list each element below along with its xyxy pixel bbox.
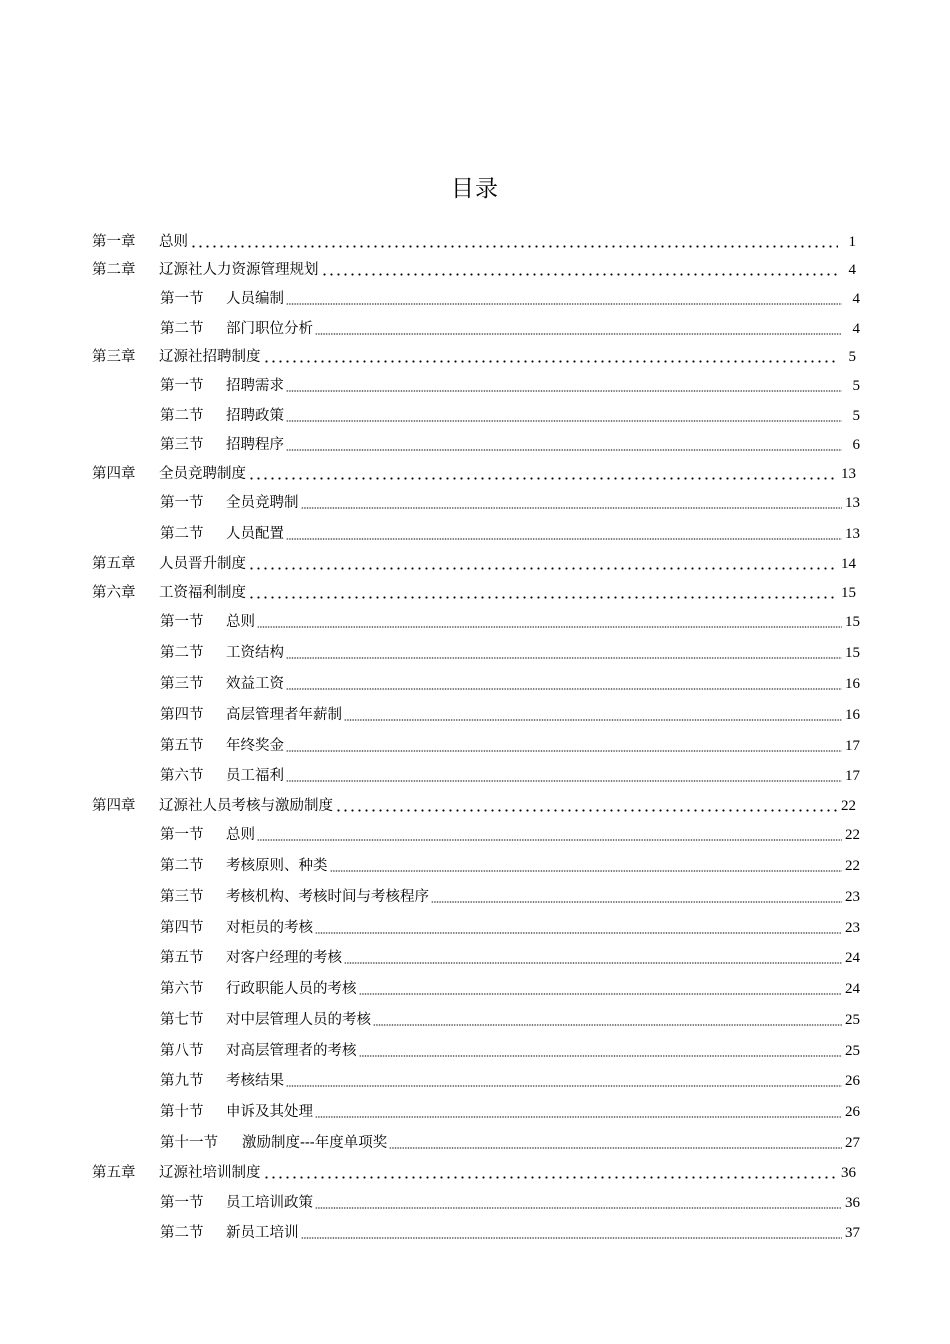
toc-entry-number: 第一节 xyxy=(160,495,204,511)
toc-entry-title: 工资结构 xyxy=(226,645,284,661)
dot-leader xyxy=(286,647,842,659)
toc-entry-title: 辽源社人员考核与激励制度 xyxy=(159,798,333,814)
toc-entry-number: 第一节 xyxy=(160,291,204,307)
toc-section-entry[interactable] xyxy=(160,318,860,340)
toc-entry-page-number: 22 xyxy=(841,798,856,814)
toc-entry-page-number: 22 xyxy=(845,858,860,874)
toc-entry-page-number: 4 xyxy=(852,291,860,307)
toc-entry-title: 辽源社人力资源管理规划 xyxy=(159,262,319,278)
toc-entry-page-number: 26 xyxy=(845,1073,860,1089)
toc-entry-page-number: 5 xyxy=(848,349,856,365)
dot-leader xyxy=(286,528,842,540)
toc-entry-page-number: 16 xyxy=(845,676,860,692)
dot-leader xyxy=(257,829,842,841)
dot-leader xyxy=(301,497,843,509)
toc-entry-title: 员工培训政策 xyxy=(226,1195,313,1211)
dot-leader xyxy=(359,1045,843,1057)
toc-entry-title: 工资福利制度 xyxy=(159,585,246,601)
toc-section-entry[interactable] xyxy=(160,947,860,969)
toc-entry-page-number: 24 xyxy=(845,950,860,966)
toc-entry-page-number: 36 xyxy=(845,1195,860,1211)
dot-leader xyxy=(248,587,838,599)
toc-entry-page-number: 13 xyxy=(841,466,856,482)
toc-entry-number: 第七节 xyxy=(160,1012,204,1028)
dot-leader xyxy=(286,380,842,392)
toc-entry-page-number: 26 xyxy=(845,1104,860,1120)
dot-leader xyxy=(315,1197,842,1209)
toc-entry-title: 对中层管理人员的考核 xyxy=(226,1012,371,1028)
dot-leader xyxy=(431,891,842,903)
toc-entry-title: 考核机构、考核时间与考核程序 xyxy=(226,889,429,905)
toc-chapter-entry[interactable] xyxy=(92,582,856,604)
dot-leader xyxy=(389,1137,842,1149)
toc-entry-number: 第十节 xyxy=(160,1104,204,1120)
toc-entry-title: 对柜员的考核 xyxy=(226,920,313,936)
dot-leader xyxy=(286,439,842,451)
toc-section-entry[interactable] xyxy=(160,492,860,514)
toc-entry-page-number: 6 xyxy=(852,437,860,453)
dot-leader xyxy=(286,293,842,305)
toc-entry-page-number: 24 xyxy=(845,981,860,997)
toc-section-entry[interactable] xyxy=(160,824,860,846)
toc-entry-title: 效益工资 xyxy=(226,676,284,692)
toc-entry-number: 第五节 xyxy=(160,738,204,754)
toc-section-entry[interactable] xyxy=(160,405,860,427)
toc-entry-title: 考核原则、种类 xyxy=(226,858,328,874)
toc-entry-page-number: 5 xyxy=(852,378,860,394)
toc-section-entry[interactable] xyxy=(160,611,860,633)
page-title: 目录 xyxy=(451,176,499,202)
toc-section-entry[interactable] xyxy=(160,1222,860,1244)
toc-entry-number: 第三节 xyxy=(160,437,204,453)
toc-section-entry[interactable] xyxy=(160,642,860,664)
toc-entry-title: 员工福利 xyxy=(226,768,284,784)
toc-entry-title: 招聘程序 xyxy=(226,437,284,453)
toc-entry-title: 年终奖金 xyxy=(226,738,284,754)
toc-entry-number: 第一节 xyxy=(160,1195,204,1211)
toc-entry-number: 第一节 xyxy=(160,378,204,394)
dot-leader xyxy=(286,740,842,752)
toc-entry-page-number: 5 xyxy=(852,408,860,424)
toc-entry-title: 全员竞聘制 xyxy=(226,495,299,511)
toc-section-entry[interactable] xyxy=(160,1040,860,1062)
toc-section-entry[interactable] xyxy=(160,978,860,1000)
toc-section-entry[interactable] xyxy=(160,1132,860,1154)
toc-section-entry[interactable] xyxy=(160,1009,860,1031)
toc-entry-title: 考核结果 xyxy=(226,1073,284,1089)
toc-section-entry[interactable] xyxy=(160,704,860,726)
toc-entry-number: 第五章 xyxy=(92,556,136,572)
dot-leader xyxy=(286,410,842,422)
toc-entry-title: 激励制度---年度单项奖 xyxy=(242,1135,388,1151)
dot-leader xyxy=(315,1106,842,1118)
toc-section-entry[interactable] xyxy=(160,523,860,545)
toc-chapter-entry[interactable] xyxy=(92,259,856,281)
toc-entry-title: 对高层管理者的考核 xyxy=(226,1043,357,1059)
toc-entry-number: 第十一节 xyxy=(160,1135,218,1151)
toc-entry-number: 第三节 xyxy=(160,676,204,692)
dot-leader xyxy=(315,922,842,934)
toc-section-entry[interactable] xyxy=(160,434,860,456)
toc-entry-number: 第六章 xyxy=(92,585,136,601)
toc-entry-number: 第一节 xyxy=(160,827,204,843)
toc-section-entry[interactable] xyxy=(160,1101,860,1123)
toc-entry-number: 第二节 xyxy=(160,526,204,542)
toc-entry-page-number: 13 xyxy=(845,495,860,511)
toc-chapter-entry[interactable] xyxy=(92,463,856,485)
toc-entry-page-number: 15 xyxy=(845,645,860,661)
dot-leader xyxy=(344,709,842,721)
dot-leader xyxy=(257,616,842,628)
dot-leader xyxy=(190,236,838,248)
toc-entry-number: 第一章 xyxy=(92,234,136,250)
toc-entry-number: 第三节 xyxy=(160,889,204,905)
toc-entry-number: 第四章 xyxy=(92,798,136,814)
dot-leader xyxy=(359,983,843,995)
toc-entry-page-number: 17 xyxy=(845,768,860,784)
toc-entry-title: 高层管理者年薪制 xyxy=(226,707,342,723)
toc-entry-number: 第二节 xyxy=(160,408,204,424)
toc-entry-title: 招聘政策 xyxy=(226,408,284,424)
toc-entry-number: 第二章 xyxy=(92,262,136,278)
toc-entry-number: 第五章 xyxy=(92,1165,136,1181)
toc-entry-title: 对客户经理的考核 xyxy=(226,950,342,966)
toc-entry-number: 第四节 xyxy=(160,707,204,723)
dot-leader xyxy=(248,558,838,570)
toc-chapter-entry[interactable] xyxy=(92,346,856,368)
toc-entry-title: 部门职位分析 xyxy=(226,321,313,337)
toc-chapter-entry[interactable] xyxy=(92,553,856,575)
toc-entry-page-number: 27 xyxy=(845,1135,860,1151)
dot-leader xyxy=(248,468,838,480)
toc-entry-title: 总则 xyxy=(226,827,255,843)
toc-section-entry[interactable] xyxy=(160,855,860,877)
toc-entry-page-number: 17 xyxy=(845,738,860,754)
toc-entry-title: 人员编制 xyxy=(226,291,284,307)
toc-entry-page-number: 1 xyxy=(848,234,856,250)
dot-leader xyxy=(321,264,839,276)
toc-section-entry[interactable] xyxy=(160,735,860,757)
dot-leader xyxy=(330,860,843,872)
toc-section-entry[interactable] xyxy=(160,886,860,908)
toc-entry-number: 第四节 xyxy=(160,920,204,936)
toc-entry-page-number: 15 xyxy=(845,614,860,630)
dot-leader xyxy=(263,351,839,363)
toc-section-entry[interactable] xyxy=(160,375,860,397)
toc-entry-page-number: 4 xyxy=(852,321,860,337)
toc-entry-title: 辽源社招聘制度 xyxy=(159,349,261,365)
toc-entry-title: 人员配置 xyxy=(226,526,284,542)
toc-entry-title: 总则 xyxy=(159,234,188,250)
toc-entry-page-number: 25 xyxy=(845,1012,860,1028)
toc-entry-title: 行政职能人员的考核 xyxy=(226,981,357,997)
dot-leader xyxy=(286,770,842,782)
dot-leader xyxy=(286,1075,842,1087)
toc-entry-page-number: 4 xyxy=(848,262,856,278)
dot-leader xyxy=(335,800,838,812)
toc-section-entry[interactable] xyxy=(160,673,860,695)
toc-section-entry[interactable] xyxy=(160,765,860,787)
toc-entry-title: 新员工培训 xyxy=(226,1225,299,1241)
toc-chapter-entry[interactable] xyxy=(92,231,856,253)
dot-leader xyxy=(301,1227,843,1239)
toc-entry-number: 第二节 xyxy=(160,321,204,337)
toc-chapter-entry[interactable] xyxy=(92,795,856,817)
toc-entry-number: 第一节 xyxy=(160,614,204,630)
toc-entry-title: 全员竞聘制度 xyxy=(159,466,246,482)
toc-entry-number: 第二节 xyxy=(160,858,204,874)
toc-entry-page-number: 16 xyxy=(845,707,860,723)
toc-chapter-entry[interactable] xyxy=(92,1162,856,1184)
toc-entry-number: 第二节 xyxy=(160,645,204,661)
toc-entry-number: 第四章 xyxy=(92,466,136,482)
dot-leader xyxy=(344,952,842,964)
toc-entry-page-number: 36 xyxy=(841,1165,856,1181)
toc-section-entry[interactable] xyxy=(160,1070,860,1092)
toc-entry-number: 第六节 xyxy=(160,981,204,997)
toc-entry-page-number: 13 xyxy=(845,526,860,542)
dot-leader xyxy=(315,323,842,335)
toc-entry-page-number: 15 xyxy=(841,585,856,601)
toc-entry-number: 第二节 xyxy=(160,1225,204,1241)
toc-entry-title: 人员晋升制度 xyxy=(159,556,246,572)
toc-entry-number: 第五节 xyxy=(160,950,204,966)
toc-entry-page-number: 23 xyxy=(845,889,860,905)
toc-entry-page-number: 37 xyxy=(845,1225,860,1241)
dot-leader xyxy=(263,1167,839,1179)
toc-entry-page-number: 14 xyxy=(841,556,856,572)
toc-entry-title: 招聘需求 xyxy=(226,378,284,394)
toc-entry-title: 总则 xyxy=(226,614,255,630)
toc-entry-title: 辽源社培训制度 xyxy=(159,1165,261,1181)
toc-entry-title: 申诉及其处理 xyxy=(226,1104,313,1120)
toc-section-entry[interactable] xyxy=(160,1192,860,1214)
dot-leader xyxy=(286,678,842,690)
dot-leader xyxy=(373,1014,842,1026)
toc-entry-number: 第三章 xyxy=(92,349,136,365)
toc-entry-page-number: 22 xyxy=(845,827,860,843)
toc-section-entry[interactable] xyxy=(160,288,860,310)
toc-entry-number: 第九节 xyxy=(160,1073,204,1089)
toc-entry-page-number: 25 xyxy=(845,1043,860,1059)
toc-entry-number: 第八节 xyxy=(160,1043,204,1059)
toc-entry-page-number: 23 xyxy=(845,920,860,936)
toc-entry-number: 第六节 xyxy=(160,768,204,784)
toc-section-entry[interactable] xyxy=(160,917,860,939)
